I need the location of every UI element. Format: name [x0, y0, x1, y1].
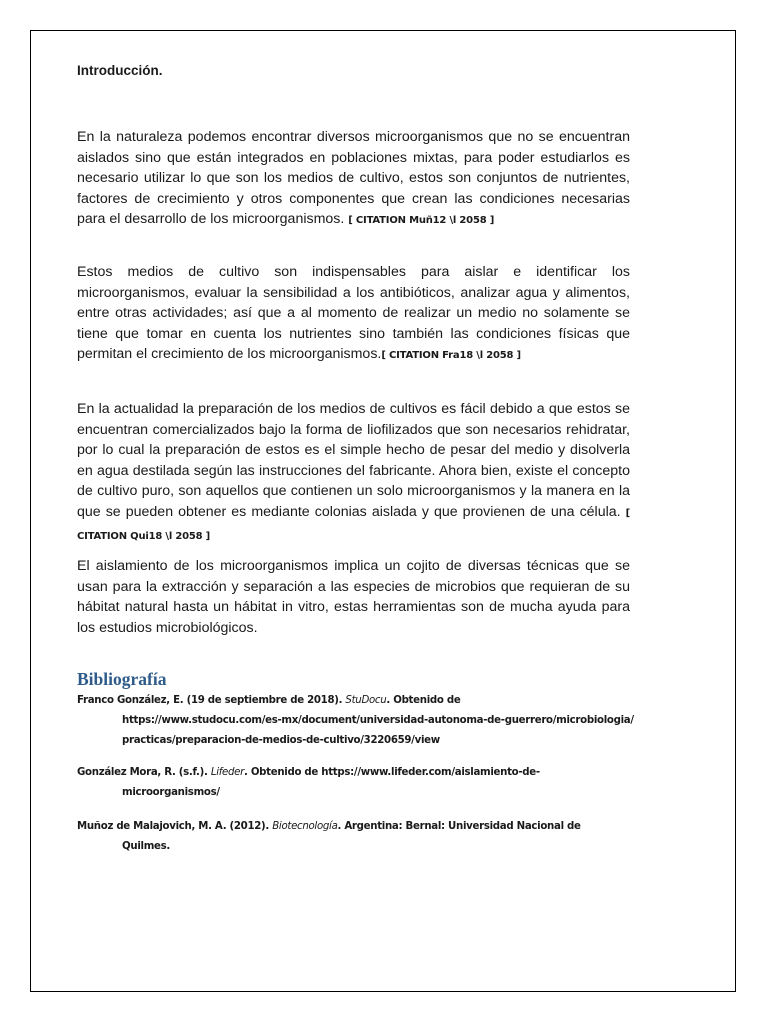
bib-author: Franco González, E. (19 de septiembre de 2018). [77, 695, 346, 706]
bib-rest: . Argentina: Bernal: Universidad Nacional de [337, 821, 581, 832]
bib-rest: . Obtenido de [386, 695, 461, 706]
bib-url: microorganismos/ [122, 787, 220, 798]
bib-source: StuDocu [345, 695, 387, 706]
bib-url: Quilmes. [122, 841, 170, 852]
bib-author: Muñoz de Malajovich, M. A. (2012). [77, 821, 273, 832]
bib-rest: . Obtenido de https://www.lifeder.com/aislamiento-de- [244, 767, 540, 778]
paragraph-3 [77, 399, 630, 547]
citation-field: [ CITATION Qui18 \l 2058 ] [77, 507, 630, 542]
bib-author: González Mora, R. (s.f.). [77, 767, 211, 778]
paragraph-4 [77, 556, 630, 638]
bibliography-entry [77, 763, 637, 803]
bibliography-entry [77, 691, 637, 751]
paragraph-1 [77, 127, 630, 232]
paragraph-4-text: El aislamiento de los microorganismos implica un cojito de diversas técnicas que se usan para la extracción y separación a las especies de microbios que requieran de su hábitat natural hasta un hábitat in vitro, estas herramientas son de mucha ayuda para los estudios microbiológicos. [77, 558, 630, 636]
paragraph-1-text: En la naturaleza podemos encontrar diversos microorganismos que no se encuentran aislados sino que están integrados en poblaciones mixtas, para poder estudiarlos es necesario utilizar lo que son los medios de cultivo, estos son conjuntos de nutrientes, factores de crecimiento y otros componentes que crean las condiciones necesarias para el desarrollo de los microorganismos. [77, 129, 630, 228]
bib-source: Lifeder [210, 767, 244, 778]
bibliography-heading: Bibliografía [77, 669, 167, 689]
paragraph-2-text: Estos medios de cultivo son indispensables para aislar e identificar los microorganismos, evaluar la sensibilidad a los antibióticos, analizar agua y alimentos, entre otras actividades; así que a al momento de realizar un medio no solamente se tiene que tomar en cuenta los nutrientes sino también las condiciones físicas que permitan el crecimiento de los microorganismos. [77, 264, 630, 363]
paragraph-2 [77, 262, 630, 367]
bib-url: https://www.studocu.com/es-mx/document/universidad-autonoma-de-guerrero/microbiologia/practicas/preparacion-de-medios-de-cultivo/3220659/view [122, 715, 634, 746]
bib-source: Biotecnología [272, 821, 338, 832]
bibliography-entry [77, 817, 637, 857]
paragraph-3-text: En la actualidad la preparación de los medios de cultivos es fácil debido a que estos se encuentran comercializados bajo la forma de liofilizados que son necesarios rehidratar, por lo cual la preparación de estos es el simple hecho de pesar del medio y disolverla en agua destilada según las instrucciones del fabricante. Ahora bien, existe el concepto de cultivo puro, son aquellos que contienen un solo microorganismos y la manera en la que se pueden obtener es mediante colonias aislada y que provienen de una célula. [77, 401, 630, 520]
section-title: Introducción. [77, 63, 163, 78]
citation-field: [ CITATION Muñ12 \l 2058 ] [348, 215, 495, 227]
citation-field: [ CITATION Fra18 \l 2058 ] [381, 350, 521, 362]
